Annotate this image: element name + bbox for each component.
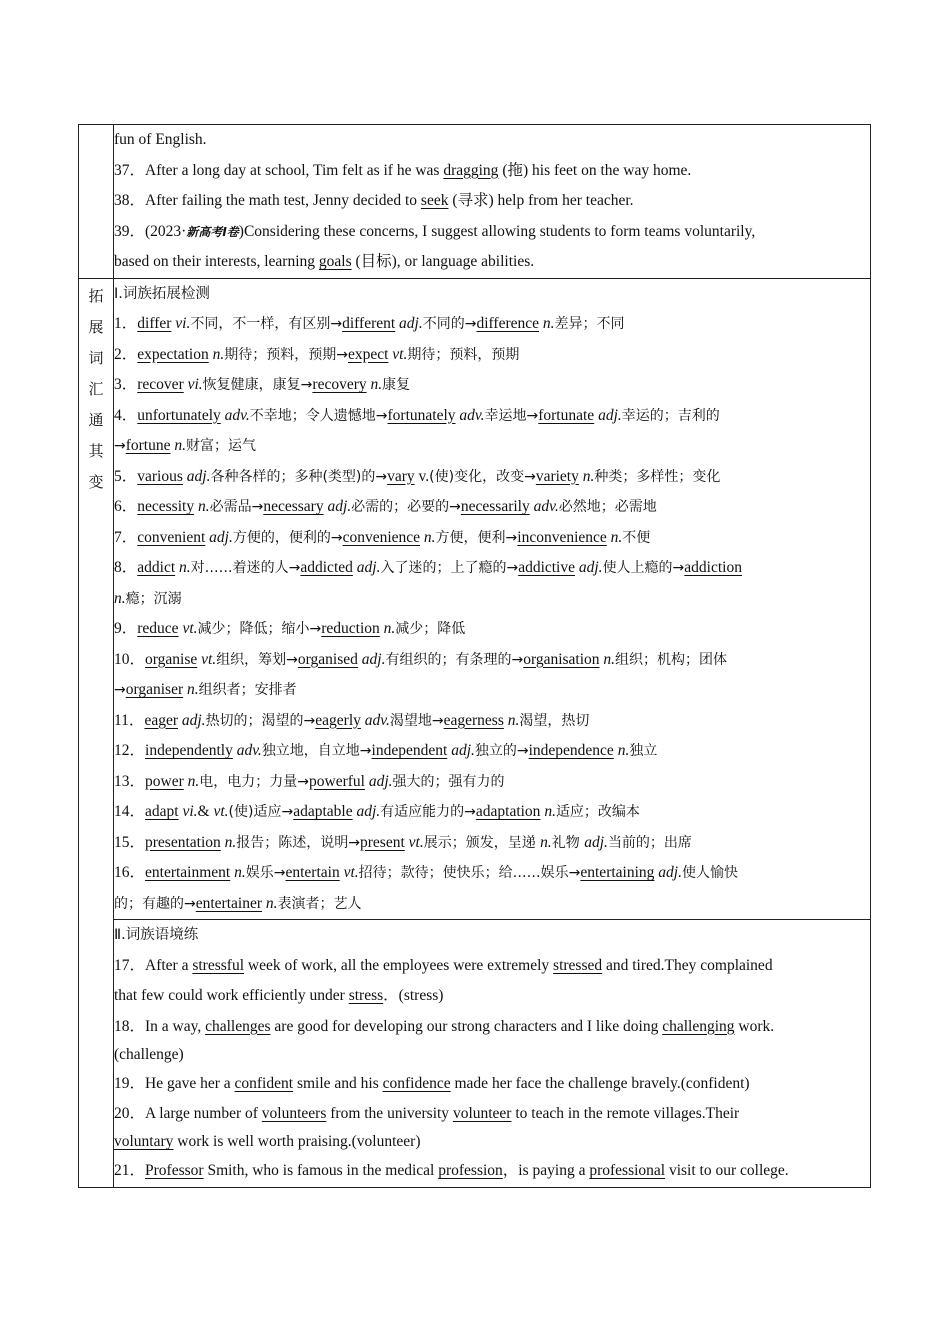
pos: vt. [197,650,217,668]
gloss: 康复 [382,377,411,393]
answer-word: variety [535,467,579,485]
pos: vi. [183,376,203,393]
answer-word: confidence [382,1074,451,1092]
section-title-cell [79,278,114,1187]
answer-word: fortune [125,437,171,454]
q-text: work is well worth praising.(volunteer) [173,1133,421,1150]
worksheet-table [78,124,871,1188]
continued-sentence: fun of English. [114,131,207,148]
item-number: 2． [114,345,138,363]
pos: adv. [220,406,250,424]
pos: adv. [232,742,262,759]
gloss: 瘾；沉溺 [125,590,182,607]
item-18-cont [114,1041,870,1069]
q-text: 19．He gave her a [114,1074,235,1092]
answer-word: eagerness [443,711,504,729]
gloss: 热切的；渴望的→ [205,712,316,729]
item-number: 4． [114,406,138,424]
answer-word: inconvenience [517,528,607,546]
gloss: 报告；陈述，说明→ [236,834,361,851]
item-1 [114,309,870,340]
q-text: (寻求) help from her teacher. [448,192,634,209]
answer-word: challenging [662,1017,735,1035]
item-11 [114,706,870,737]
gloss: 不同，不一样，有区别→ [190,316,343,332]
item-number: 12． [114,742,146,759]
answer-word: organisation [523,650,600,668]
answer-word: recover [137,376,184,393]
gloss: 不幸地；令人遗憾地→ [249,407,388,424]
title-char: 通 [88,410,104,429]
gloss: 有适应能力的→ [380,804,476,820]
pos: n. [183,681,199,698]
item-number: 5． [114,467,138,485]
q-text: to teach in the remote villages.Their [511,1105,740,1122]
gloss: 独立 [629,743,658,759]
q-text: )Considering these concerns, I suggest allowing students to form teams voluntarily, [238,222,756,240]
gloss: 各种各样的；多种(类型)的→ [210,468,388,485]
item-18 [114,1012,870,1041]
pos: adj. [575,559,603,576]
item-number: 7． [114,528,138,546]
answer-word: addicted [300,559,353,576]
item-10-cont [114,675,870,706]
q-text: 21． [114,1162,146,1179]
gloss: 对……着迷的人→ [190,560,301,576]
answer-word: independence [528,742,614,759]
gloss: 必需的；必要的→ [351,499,461,515]
question-39-cont [114,247,870,278]
item-17-cont [114,981,870,1012]
answer-word: convenience [342,528,421,546]
gloss: 幸运地→ [484,407,539,424]
pos: vt. [213,803,229,820]
item-19 [114,1069,870,1100]
gloss: 组织者；安排者 [198,682,297,698]
item-number: 15． [114,833,146,851]
answer-word: reduction [321,620,380,637]
gloss: 组织，筹划→ [216,651,298,668]
pos: n. [183,772,200,790]
pos: n. [599,650,616,668]
answer-word: presentation [145,833,221,851]
pos: n. [578,467,595,485]
answer-word: seek [420,192,449,209]
table-row [79,125,871,279]
item-8-cont [114,584,870,615]
gloss: 必需品→ [209,499,264,515]
q-text: ，is paying a [502,1162,590,1179]
gloss: 不同的→ [422,316,477,332]
item-number: 1． [114,315,138,332]
gloss: 财富；运气 [186,438,256,454]
answer-word: recovery [312,376,367,393]
pos: vt. [339,864,359,881]
item-2 [114,340,870,371]
answer-word: professional [589,1162,666,1179]
gloss: 强大的；强有力的 [392,773,505,790]
ampersand: & [197,803,214,820]
q-text: Smith, who is famous in the medical [203,1162,439,1179]
item-8 [114,553,870,584]
answer-word: entertainer [195,894,262,912]
gloss: 独立的→ [474,743,529,759]
answer-word: necessity [137,498,195,515]
item-20 [114,1099,870,1128]
gloss: 期待；预料，预期 [407,346,520,363]
answer-word: expect [347,345,389,363]
item-4 [114,401,870,432]
pos: adj. [364,772,393,790]
item-5 [114,462,870,493]
pos: adj. [323,498,352,515]
answer-word: necessarily [460,498,530,515]
pos: adv. [360,711,390,729]
item-number: 8． [114,559,138,576]
item-13 [114,767,870,798]
pos: n. [420,528,436,546]
pos: n. [366,376,383,393]
gloss: 差异；不同 [554,316,625,332]
q-text: (challenge) [114,1045,184,1063]
answer-word: organised [297,650,358,668]
q-text: 18．In a way, [114,1017,206,1035]
pos: vi. [171,315,191,332]
pos: adj. [395,315,423,332]
pos: n. [503,711,520,729]
answer-word: unfortunately [137,406,221,424]
gloss: (使)适应→ [228,804,294,820]
item-3 [114,370,870,401]
answer-word: addictive [518,559,575,576]
q-text: made her face the challenge bravely.(confident) [450,1074,750,1092]
gloss: 不便 [622,529,651,546]
answer-word: various [137,467,183,485]
answer-word: challenges [205,1017,271,1035]
gloss: 必然地；必需地 [558,499,657,515]
gloss: 使人上瘾的→ [602,560,685,576]
answer-word: organise [145,650,198,668]
gloss: 渴望，热切 [519,712,590,729]
pos: n. [114,589,126,607]
answer-word: present [360,833,405,851]
gloss: 减少；降低；缩小→ [197,621,322,637]
pos: n. [379,620,396,637]
pos: vt. [388,345,408,363]
q-text: and tired.They complained [602,956,773,974]
answer-word: addiction [684,559,742,576]
answer-word: power [145,772,184,790]
answer-word: volunteer [452,1105,512,1122]
answer-word: profession [438,1162,503,1179]
item-17 [114,951,870,982]
q-text: that few could work efficiently under [114,987,349,1004]
side-cell-empty [79,125,114,279]
pos: adv. [455,406,485,424]
arrow: → [114,438,126,454]
item-number: 16． [114,864,146,881]
q-text: ．(stress) [383,987,444,1004]
pos: n. [208,345,225,363]
table-row [79,920,871,1188]
gloss: 使人愉快 [681,865,738,881]
content-cell-top [114,125,871,279]
answer-word: difference [476,315,539,332]
answer-word: vary [387,467,415,485]
gloss: 方便的，便利的→ [232,529,343,546]
title-char: 展 [88,317,104,336]
pos: adj. [584,833,608,851]
part1-heading: Ⅰ.词族拓展检测 [114,285,210,302]
gloss: 娱乐→ [245,865,286,881]
gloss: 幸运的；吉利的 [621,407,720,424]
answer-word: independently [145,742,233,759]
answer-word: goals [318,253,352,270]
answer-word: stress [348,987,384,1004]
answer-word: expectation [137,345,209,363]
pos: adj. [447,742,475,759]
item-15 [114,828,870,859]
pos: adj. [182,467,211,485]
pos: vt. [404,833,424,851]
pos: n. [194,498,210,515]
answer-word: confident [234,1074,294,1092]
q-text: smile and his [293,1074,383,1092]
item-number: 9． [114,620,138,637]
answer-word: adaptation [475,803,541,820]
source-label: 新高考Ⅰ卷 [186,224,239,239]
pos: n. [540,833,552,851]
answer-word: stressed [553,956,603,974]
answer-word: volunteers [261,1105,327,1122]
answer-word: dragging [443,161,499,179]
pos: adj. [594,406,622,424]
gloss: (使)变化，改变→ [429,468,536,485]
content-cell-part2 [114,920,871,1188]
answer-word: Professor [145,1162,204,1179]
pos: v. [414,467,430,485]
answer-word: differ [137,315,172,332]
pos: adj. [654,864,682,881]
q-text: 20．A large number of [114,1105,262,1122]
answer-word: convenient [137,528,206,546]
answer-word: reduce [137,620,179,637]
q-text: week of work, all the employees were extremely [244,956,554,974]
answer-word: eager [144,711,178,729]
answer-word: powerful [309,772,365,790]
pos: n. [539,315,555,332]
pos: adj. [352,803,381,820]
pos: adj. [205,528,233,546]
pos: n. [540,803,556,820]
title-char: 词 [88,348,104,367]
gloss: 展示；颁发，呈递 [423,834,541,851]
q-text: based on their interests, learning [114,253,319,270]
item-4-cont [114,431,870,462]
q-text: 17．After a [114,956,193,974]
answer-word: voluntary [114,1133,174,1150]
gloss: 有组织的；有条理的→ [385,651,524,668]
answer-word: adaptable [293,803,353,820]
section-title [79,279,113,498]
gloss: 适应；改编本 [555,804,640,820]
title-char: 其 [88,441,104,460]
item-number: 3． [114,376,138,393]
gloss: 礼物 [551,834,585,851]
gloss: 的；有趣的→ [114,895,196,912]
title-char: 拓 [88,286,104,305]
gloss: 渴望地→ [389,712,444,729]
gloss: 期待；预料，预期→ [224,346,348,363]
item-16-cont [114,889,870,920]
gloss: 当前的；出席 [607,834,692,851]
arrow: → [114,682,126,698]
item-12 [114,736,870,767]
item-16 [114,858,870,889]
pos: n. [230,864,246,881]
q-text: (目标), or language abilities. [351,253,535,270]
answer-word: addict [137,559,176,576]
title-char: 汇 [88,379,104,398]
answer-word: entertain [285,864,340,881]
item-number: 10． [114,650,146,668]
pos: adj. [357,650,386,668]
answer-word: fortunately [387,406,456,424]
gloss: 招待；款待；使快乐；给……娱乐→ [358,865,581,881]
answer-word: different [342,315,396,332]
question-38 [114,186,870,217]
item-10 [114,645,870,676]
answer-word: stressful [192,956,245,974]
q-text: 38．After failing the math test, Jenny decided to [114,192,421,209]
gloss: 恢复健康，康复→ [202,377,313,393]
q-text: visit to our college. [665,1162,789,1179]
pos: n. [262,894,278,912]
answer-word: entertaining [580,864,655,881]
answer-word: fortunate [538,406,595,424]
gloss: 入了迷的；上了瘾的→ [380,560,519,576]
item-14 [114,797,870,828]
answer-word: entertainment [145,864,231,881]
item-7 [114,523,870,554]
item-number: 11． [114,711,145,729]
pos: n. [606,528,623,546]
pos: adj. [352,559,381,576]
part2-heading: Ⅱ.词族语境练 [114,927,199,943]
pos: adj. [178,711,206,729]
pos: n. [170,437,186,454]
question-37 [114,156,870,187]
content-cell-part1 [114,278,871,920]
table-row [79,278,871,920]
pos: vi. [178,803,198,820]
q-text: 39．(2023· [114,222,187,240]
q-text: are good for developing our strong characters and I like doing [270,1017,663,1035]
pos: adv. [529,498,559,515]
text-line [114,125,870,156]
item-number: 6． [114,498,138,515]
pos: n. [613,742,630,759]
item-number: 13． [114,772,146,790]
pos: vt. [178,620,198,637]
title-char: 变 [88,472,104,491]
gloss: 方便，便利→ [435,529,518,546]
pos: n. [175,559,191,576]
question-39 [114,217,870,248]
answer-word: organiser [125,681,184,698]
q-text: 37．After a long day at school, Tim felt as if he was [114,161,444,179]
item-6 [114,492,870,523]
item-21 [114,1156,870,1187]
answer-word: eagerly [315,711,361,729]
gloss: 独立地，自立地→ [261,743,372,759]
q-text: work. [734,1017,775,1035]
gloss: 组织；机构；团体 [615,651,728,668]
gloss: 种类；多样性；变化 [594,468,721,485]
q-text: from the university [326,1105,453,1122]
answer-word: necessary [263,498,324,515]
q-text: (拖) his feet on the way home. [498,161,692,179]
item-9 [114,614,870,645]
pos: n. [220,833,237,851]
item-number: 14． [114,803,146,820]
gloss: 电，电力；力量→ [199,773,309,790]
answer-word: independent [371,742,448,759]
gloss: 减少；降低 [395,621,466,637]
answer-word: adapt [145,803,179,820]
item-20-cont [114,1128,870,1156]
gloss: 表演者；艺人 [277,895,362,912]
